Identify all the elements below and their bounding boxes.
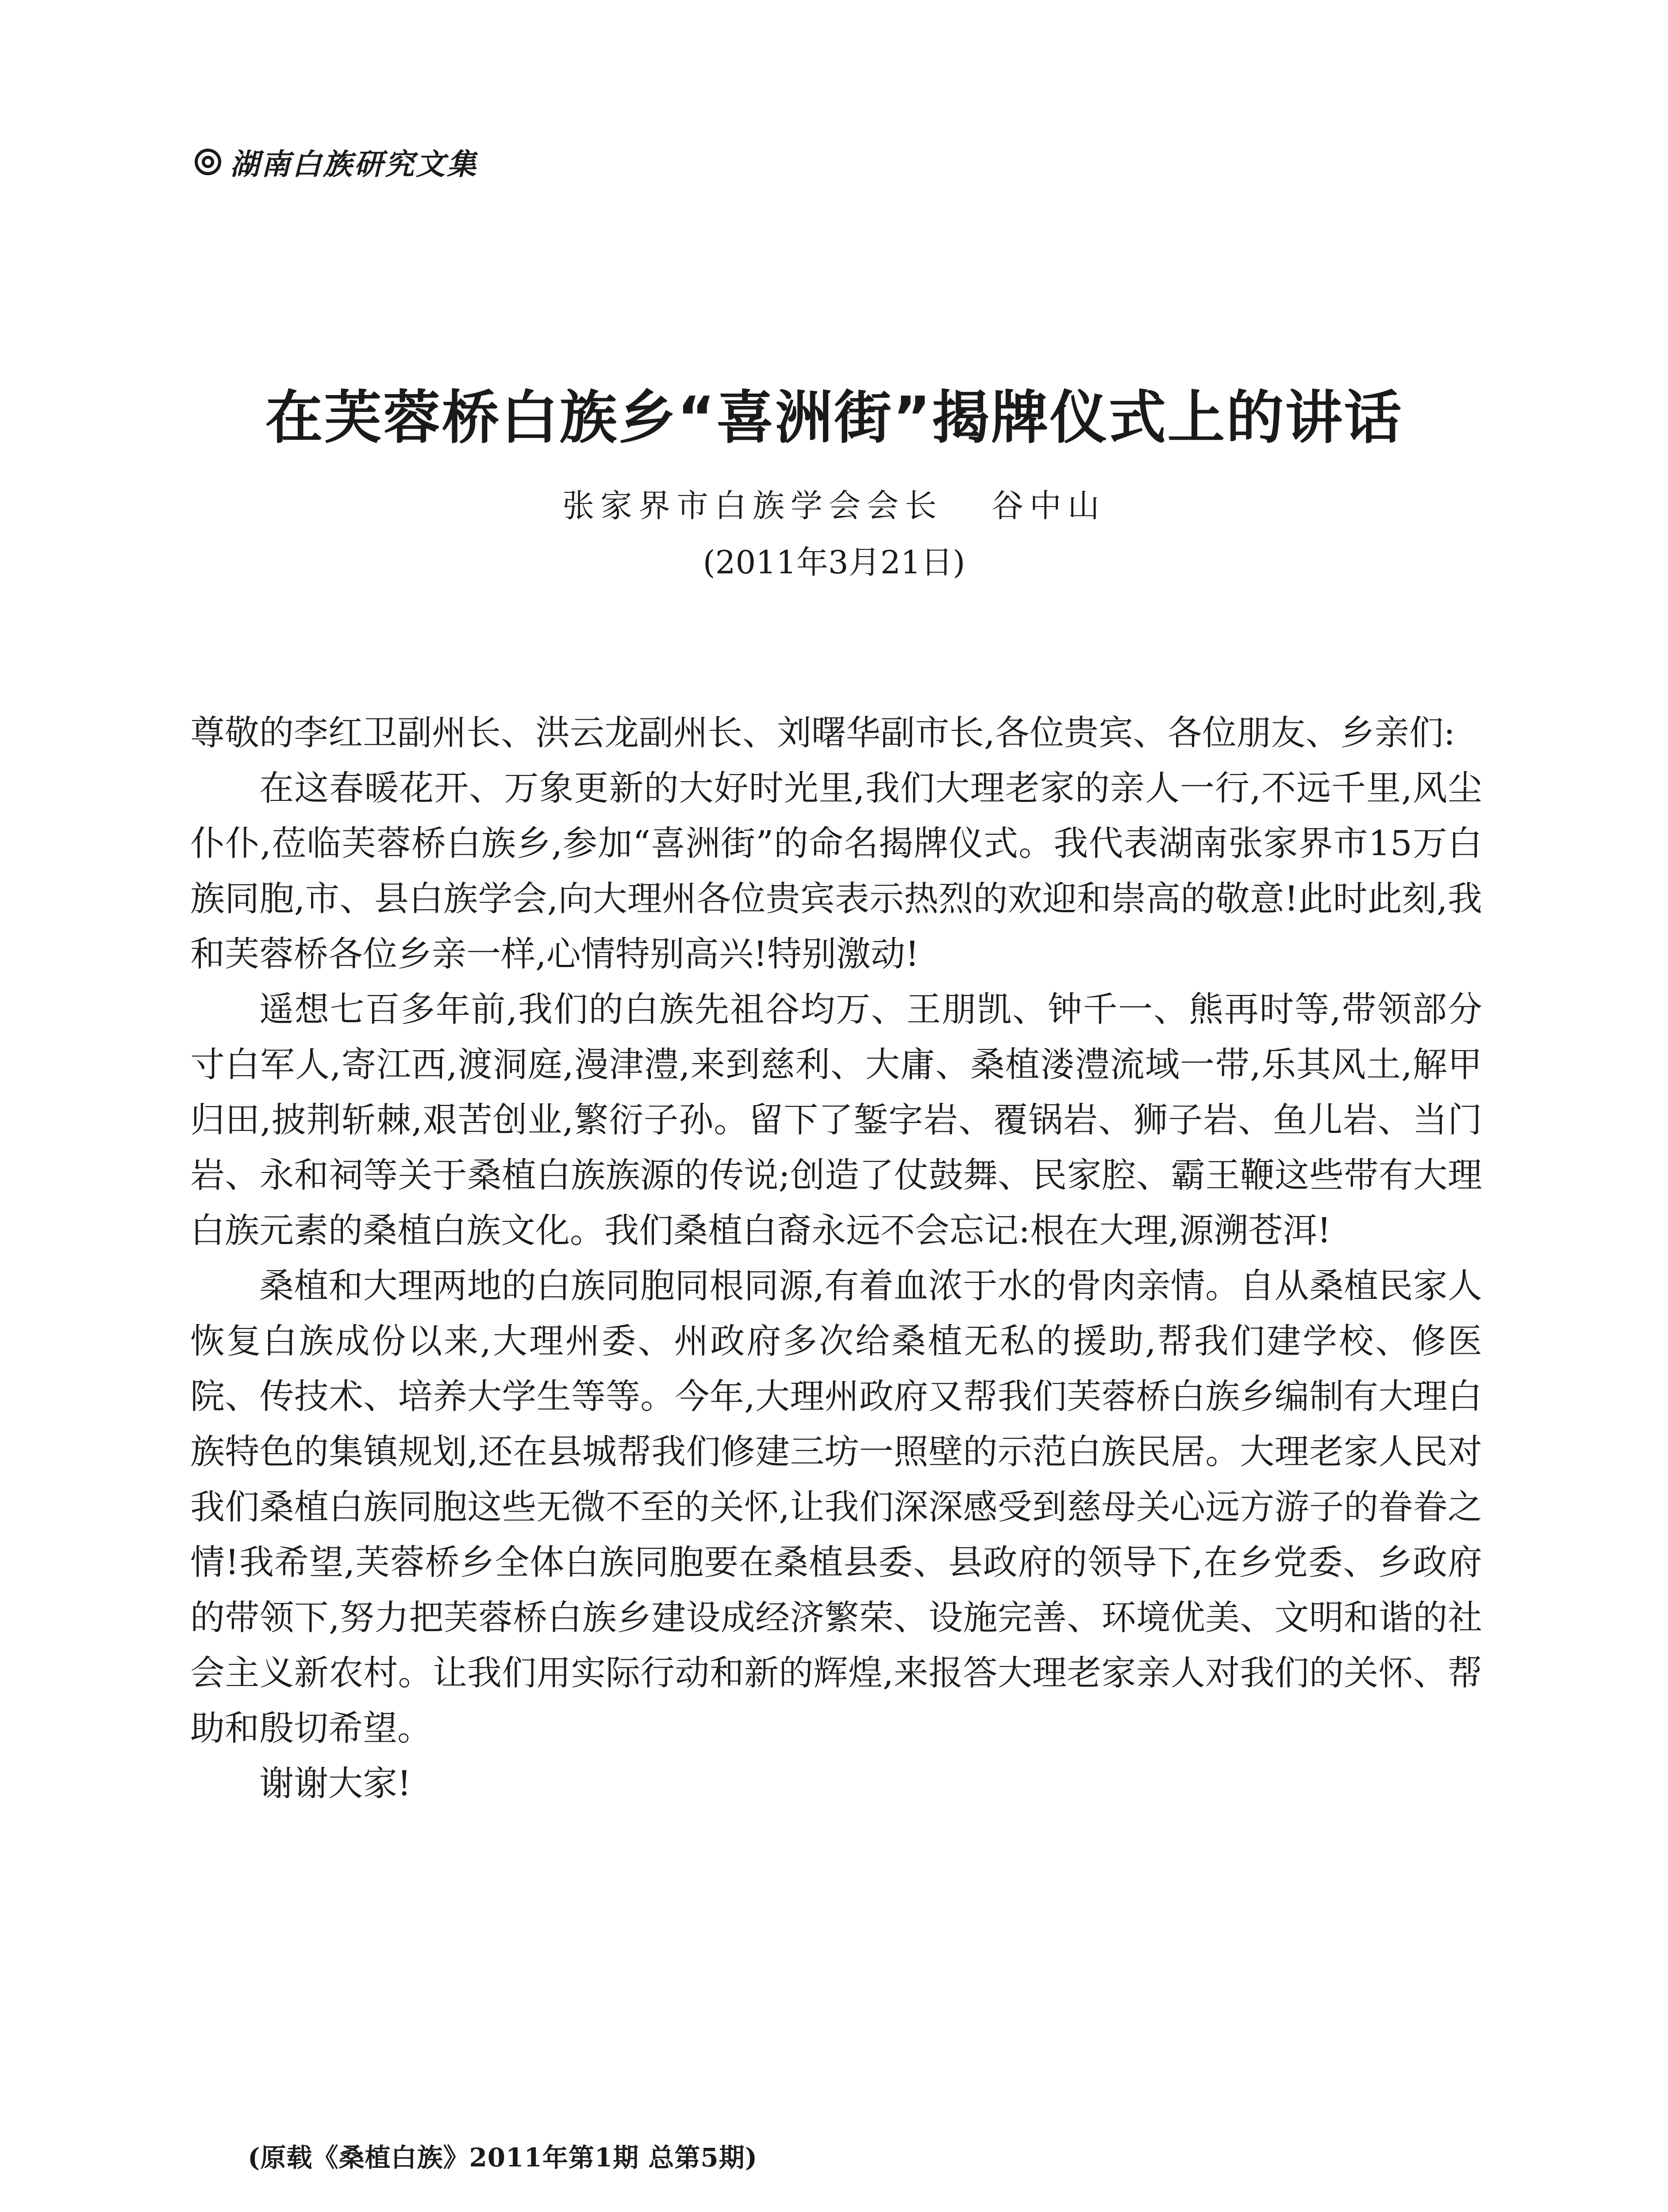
double-circle-icon <box>195 149 221 175</box>
running-header <box>195 141 478 183</box>
author-line <box>0 480 1668 526</box>
paragraph: 在这春暖花开、万象更新的大好时光里,我们大理老家的亲人一行,不远千里,风尘仆仆,莅临芙蓉桥白族乡,参加“喜洲街”的命名揭牌仪式。我代表湖南张家界市15万白族同胞,市、县白族学会,向大理州各位贵宾表示热烈的欢迎和崇高的敬意!此时此刻,我和芙蓉桥各位乡亲一样,心情特别高兴!特别激动! <box>190 768 1482 974</box>
paragraph: 遥想七百多年前,我们的白族先祖谷均万、王朋凯、钟千一、熊再时等,带领部分寸白军人,寄江西,渡洞庭,漫津澧,来到慈利、大庸、桑植溇澧流域一带,乐其风土,解甲归田,披荆斩棘,艰苦创业,繁衍子孙。留下了錾字岩、覆锅岩、狮子岩、鱼儿岩、当门岩、永和祠等关于桑植白族族源的传说;创造了仗鼓舞、民家腔、霸王鞭这些带有大理白族元素的桑植白族文化。我们桑植白裔永远不会忘记:根在大理,源溯苍洱! <box>190 990 1482 1251</box>
paragraph: 桑植和大理两地的白族同胞同根同源,有着血浓于水的骨肉亲情。自从桑植民家人恢复白族成份以来,大理州委、州政府多次给桑植无私的援助,帮我们建学校、修医院、传技术、培养大学生等等。今年,大理州政府又帮我们芙蓉桥白族乡编制有大理白族特色的集镇规划,还在县城帮我们修建三坊一照壁的示范白族民居。大理老家人民对我们桑植白族同胞这些无微不至的关怀,让我们深深感受到慈母关心远方游子的眷眷之情!我希望,芙蓉桥乡全体白族同胞要在桑植县委、县政府的领导下,在乡党委、乡政府的带领下,努力把芙蓉桥白族乡建设成经济繁荣、设施完善、环境优美、文明和谐的社会主义新农村。让我们用实际行动和新的辉煌,来报答大理老家亲人对我们的关怀、帮助和殷切希望。 <box>190 1266 1482 1748</box>
salutation: 尊敬的李红卫副州长、洪云龙副州长、刘曙华副市长,各位贵宾、各位朋友、乡亲们: <box>190 713 1456 753</box>
author-name: 谷中山 <box>992 487 1106 524</box>
article-title: 在芙蓉桥白族乡“喜洲街”揭牌仪式上的讲话 <box>265 384 1403 451</box>
article-body <box>190 706 1482 1812</box>
series-title: 湖南白族研究文集 <box>230 147 478 181</box>
source-note: (原载《桑植白族》2011年第1期 总第5期) <box>248 2143 758 2173</box>
closing-line: 谢谢大家! <box>259 1764 411 1804</box>
author-role: 张家界市白族学会会长 <box>562 487 943 524</box>
speech-date: (2011年3月21日) <box>703 544 965 581</box>
